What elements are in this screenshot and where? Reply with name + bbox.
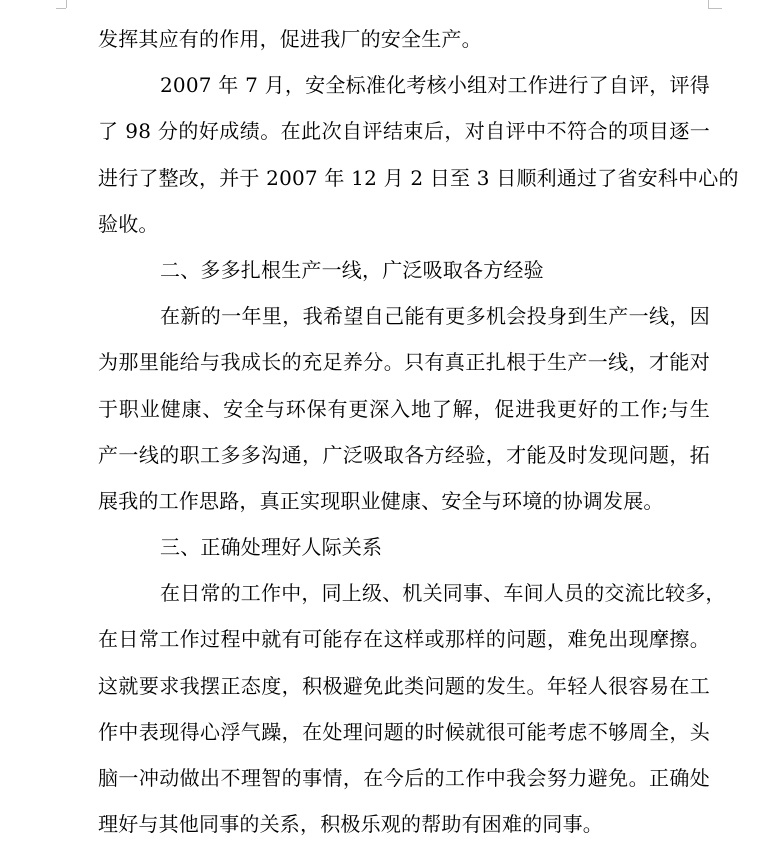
text-line: 这就要求我摆正态度，积极避免此类问题的发生。年轻人很容易在工 xyxy=(98,673,710,698)
text-line: 作中表现得心浮气躁，在处理问题的时候就很可能考虑不够周全，头 xyxy=(98,719,710,744)
crop-mark-top-left xyxy=(66,0,67,8)
crop-mark-top-right xyxy=(708,0,709,8)
text-line: 进行了整改，并于 2007 年 12 月 2 日至 3 日顺利通过了省安科中心的 xyxy=(98,165,739,190)
text-line: 理好与其他同事的关系，积极乐观的帮助有困难的同事。 xyxy=(98,812,603,837)
text-line: 产一线的职工多多沟通，广泛吸取各方经验，才能及时发现问题，拓 xyxy=(98,442,710,467)
crop-mark-top-right-horizontal xyxy=(708,8,722,9)
text-line: 在新的一年里，我希望自己能有更多机会投身到生产一线，因 xyxy=(160,304,710,329)
text-line: 了 98 分的好成绩。在此次自评结束后，对自评中不符合的项目逐一 xyxy=(98,119,710,144)
text-line: 验收。 xyxy=(98,211,159,236)
text-line: 在日常工作过程中就有可能存在这样或那样的问题，难免出现摩擦。 xyxy=(98,627,710,652)
text-line: 展我的工作思路，真正实现职业健康、安全与环境的协调发展。 xyxy=(98,488,664,513)
text-line: 在日常的工作中，同上级、机关同事、车间人员的交流比较多， xyxy=(160,581,726,606)
text-line: 发挥其应有的作用，促进我厂的安全生产。 xyxy=(98,27,482,51)
document-body xyxy=(98,16,739,847)
text-line: 于职业健康、安全与环保有更深入地了解，促进我更好的工作;与生 xyxy=(98,396,710,421)
section-heading: 二、多多扎根生产一线，广泛吸取各方经验 xyxy=(160,257,544,282)
text-line: 2007 年 7 月，安全标准化考核小组对工作进行了自评，评得 xyxy=(160,73,710,98)
crop-mark-top-left-horizontal xyxy=(56,8,66,9)
text-line: 脑一冲动做出不理智的事情，在今后的工作中我会努力避免。正确处 xyxy=(98,766,710,790)
section-heading: 三、正确处理好人际关系 xyxy=(160,535,383,560)
text-line: 为那里能给与我成长的充足养分。只有真正扎根于生产一线，才能对 xyxy=(98,350,710,375)
